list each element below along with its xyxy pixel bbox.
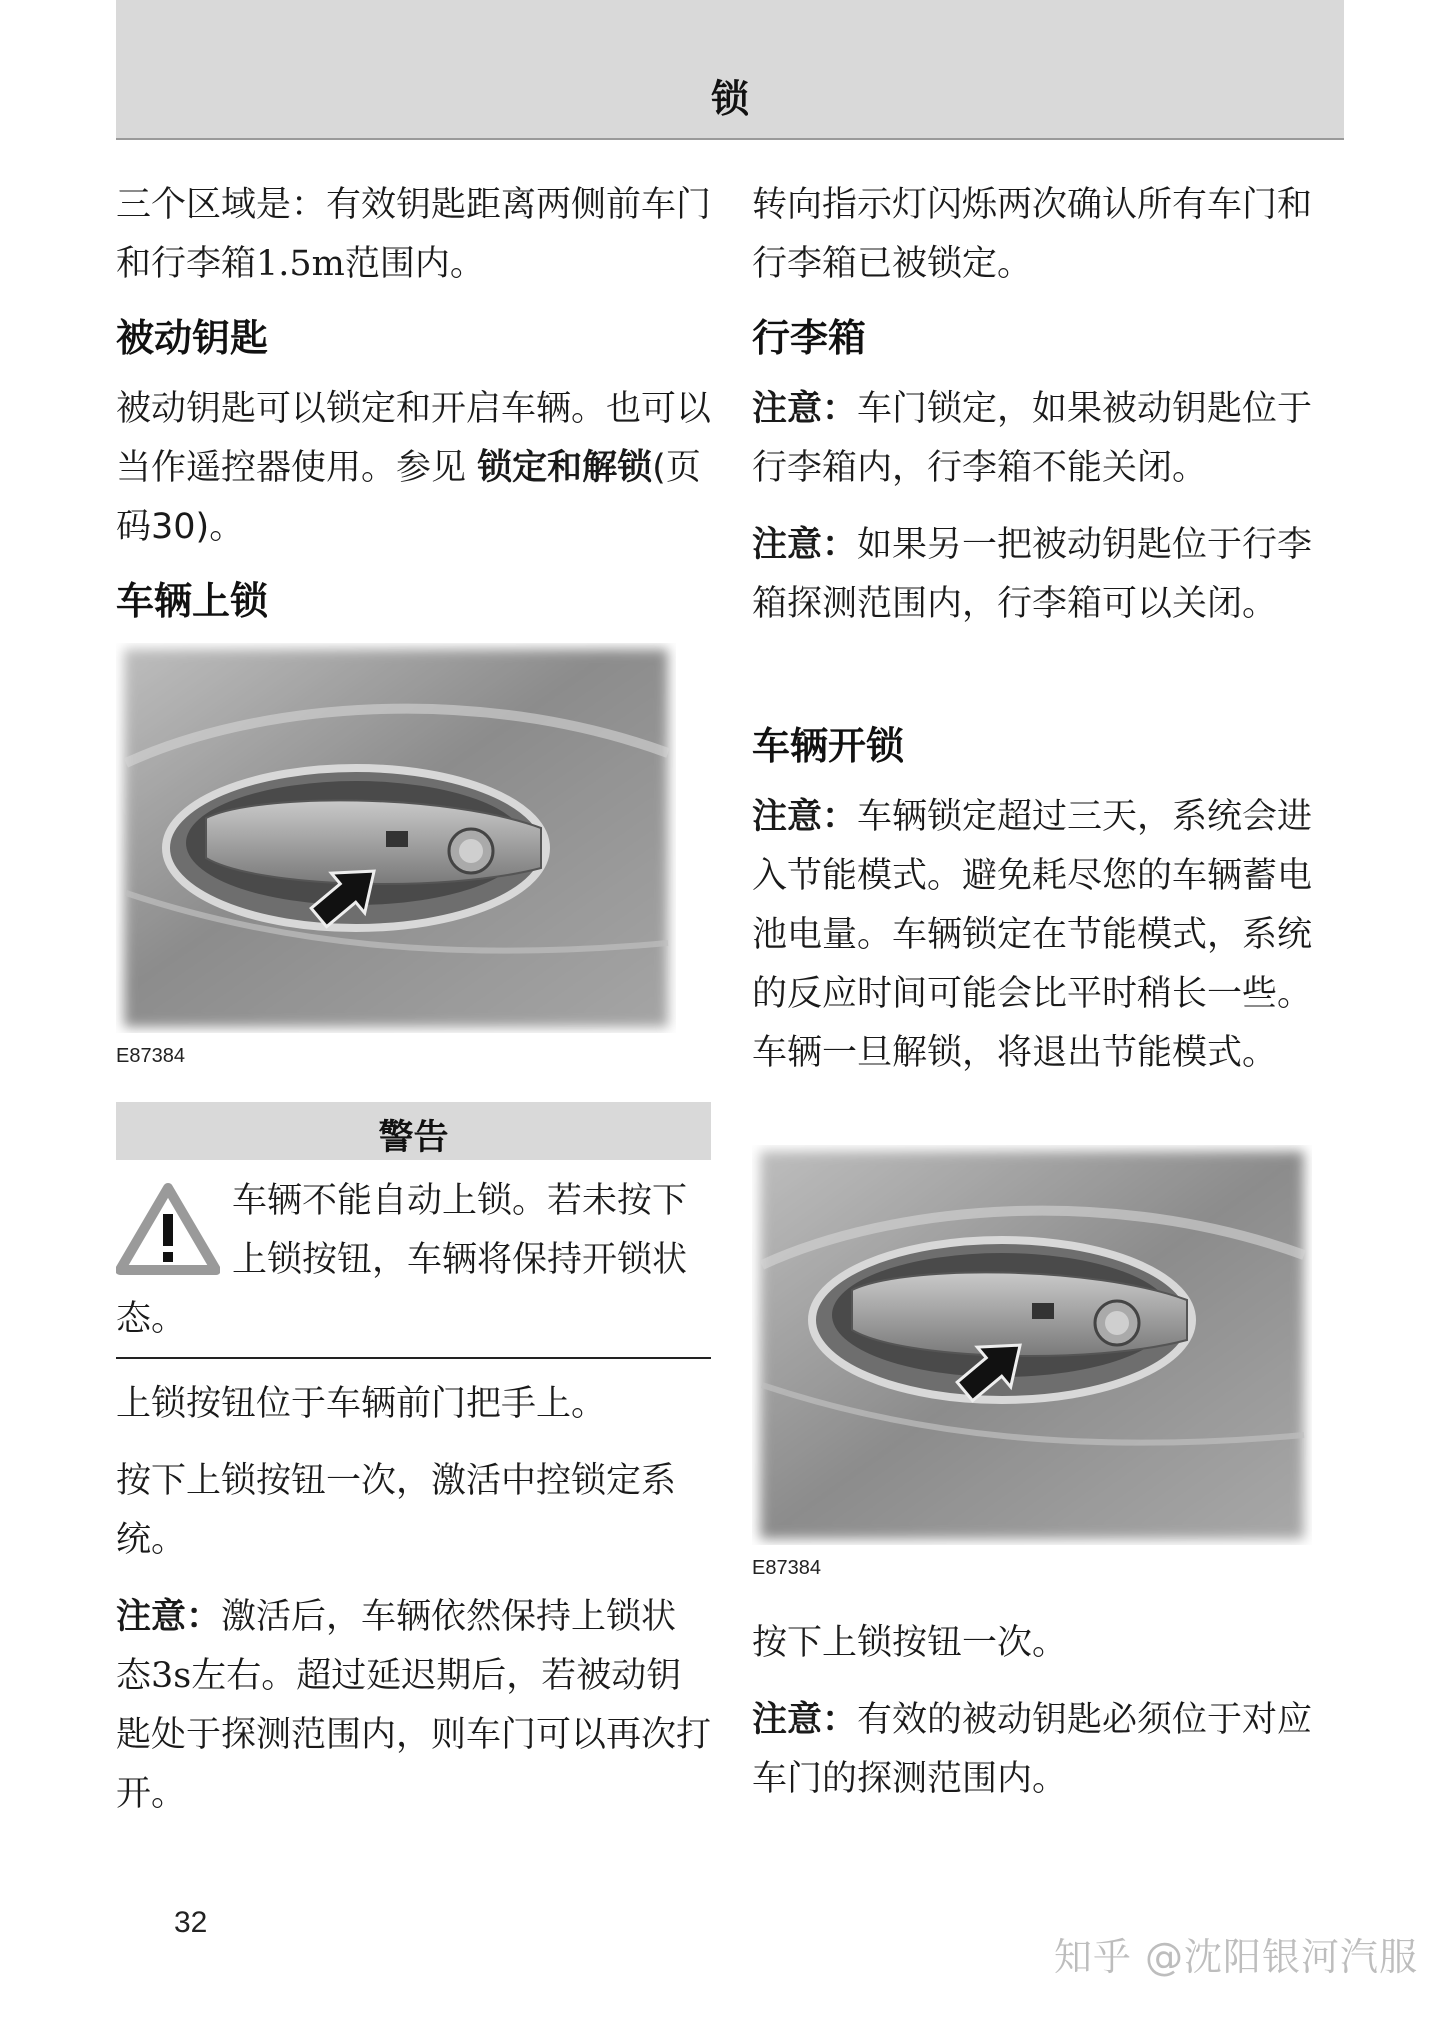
figure-code: E87384 — [752, 1557, 821, 1579]
trunk-note-1 — [752, 380, 1344, 498]
left-column — [116, 176, 711, 1842]
door-handle-figure-2 — [752, 1145, 1312, 1545]
door-handle-figure — [116, 643, 676, 1033]
note-text: 车辆锁定超过三天，系统会进入节能模式。避免耗尽您的车辆蓄电池电量。车辆锁定在节能模式，系统的反应时间可能会比平时稍长一些。车辆一旦解锁，将退出节能模式。 — [752, 797, 1313, 1073]
figure-code: E87384 — [116, 1045, 185, 1067]
intro-paragraph: 三个区域是：有效钥匙距离两侧前车门和行李箱1.5m范围内。 — [116, 185, 712, 284]
watermark: 知乎 @沈阳银河汽服 — [1053, 1935, 1418, 1979]
lock-button-press: 按下上锁按钮一次，激活中控锁定系统。 — [116, 1461, 677, 1560]
warning-bar — [116, 1102, 711, 1160]
note-label: 注意： — [752, 797, 858, 837]
passive-key-paragraph — [116, 380, 711, 557]
right-column — [752, 176, 1344, 1827]
trunk-heading: 行李箱 — [752, 316, 867, 360]
note-text: 如果另一把被动钥匙位于行李箱探测范围内，行李箱可以关闭。 — [752, 525, 1313, 624]
cross-reference-link[interactable]: 锁定和解锁 — [477, 448, 653, 488]
vehicle-lock-heading: 车辆上锁 — [116, 579, 269, 623]
warning-text: 车辆不能自动上锁。若未按下上锁按钮，车辆将保持开锁状态。 — [116, 1181, 688, 1339]
note-text: 车门锁定，如果被动钥匙位于行李箱内，行李箱不能关闭。 — [752, 389, 1313, 488]
trunk-note-2 — [752, 516, 1344, 634]
turn-signal-paragraph: 转向指示灯闪烁两次确认所有车门和行李箱已被锁定。 — [752, 185, 1313, 284]
page-number: 32 — [174, 1906, 208, 1939]
warning-box — [116, 1160, 711, 1359]
note-text: 激活后，车辆依然保持上锁状态3s左右。超过延迟期后，若被动钥匙处于探测范围内，则车门可以再次打开。 — [116, 1597, 712, 1814]
unlock-press-paragraph: 按下上锁按钮一次。 — [752, 1623, 1068, 1663]
note-label: 注意： — [752, 525, 858, 565]
passive-key-text: 被动钥匙可以锁定和开启车辆。也可以当作遥控器使用。参见 — [116, 389, 712, 488]
note-text: 有效的被动钥匙必须位于对应车门的探测范围内。 — [752, 1700, 1313, 1799]
page-reference: (页码30)。 — [116, 448, 701, 547]
note-label: 注意： — [752, 389, 858, 429]
unlock-note-2 — [752, 1691, 1344, 1809]
warning-triangle-icon — [116, 1182, 220, 1278]
lock-button-location: 上锁按钮位于车辆前门把手上。 — [116, 1384, 607, 1424]
lock-note — [116, 1588, 711, 1824]
unlock-note — [752, 788, 1344, 1083]
section-title: 锁 — [710, 77, 749, 121]
note-label: 注意： — [752, 1700, 858, 1740]
unlock-heading: 车辆开锁 — [752, 724, 905, 768]
passive-key-heading: 被动钥匙 — [116, 316, 269, 360]
warning-title: 警告 — [378, 1118, 449, 1158]
note-label: 注意： — [116, 1597, 222, 1637]
section-header — [116, 0, 1344, 140]
